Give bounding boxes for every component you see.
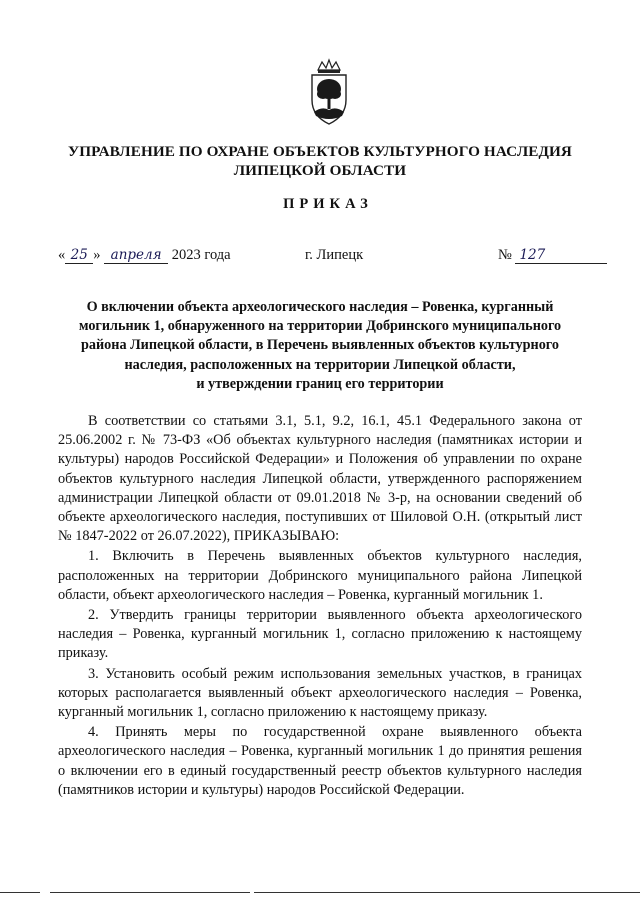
footer-divider — [0, 892, 640, 893]
document-meta — [0, 247, 640, 271]
subject-line-5: и утверждении границ его территории — [196, 375, 444, 392]
order-item: 2. Утвердить границы территории выявленного объекта археологического наследия – Ровенка, курганный могильник 1, согласно приложению к настоящему приказу. — [58, 607, 582, 662]
document-date — [58, 247, 231, 264]
document-city: г. Липецк — [305, 247, 364, 263]
organization-title-line-1: УПРАВЛЕНИЕ ПО ОХРАНЕ ОБЪЕКТОВ КУЛЬТУРНОГО НАСЛЕДИЯ — [67, 143, 572, 160]
order-item: 3. Установить особый режим использования земельных участков, в границах которых располагается выявленный объект археологического наследия – Ровенка, курганный могильник 1, согласно приложению к настоящему приказу. — [58, 665, 582, 721]
order-item: 4. Принять меры по государственной охране выявленного объекта археологического наследия – Ровенка, курганный могильник 1 до принятия решения о включении его в единый государственный реестр объектов культурного наследия (памятников истории и культуры) народов Российской Федерации. — [58, 724, 582, 798]
date-month: апреля — [104, 248, 168, 264]
subject-line-4: наследия, расположенных на территории Липецкой области, — [124, 356, 516, 373]
document-number — [498, 247, 607, 264]
order-item: 1. Включить в Перечень выявленных объектов культурного наследия, расположенных на территории Добринского муниципального района Липецкой области, объект археологического наследия – Ровенка, курганный могильник 1. — [58, 548, 582, 603]
coat-of-arms-icon — [298, 56, 360, 130]
order-subject — [58, 298, 582, 394]
subject-line-1: О включении объекта археологического наследия – Ровенка, курганный — [86, 299, 554, 315]
divider-gap — [40, 891, 50, 895]
quote-open: « — [58, 247, 66, 263]
order-body — [58, 412, 582, 801]
date-year: 2023 года — [171, 247, 231, 263]
subject-line-3: района Липецкой области, в Перечень выявленных объектов культурного — [81, 337, 559, 354]
preamble-paragraph: В соответствии со статьями 3.1, 5.1, 9.2, 16.1, 45.1 Федерального закона от 25.06.2002 г. № 73-ФЗ «Об объектах культурного наследия (памятниках истории и культуры) народов Российской Федерации» и Положения об управлении по охране объектов культурного наследия Липецкой области, утвержденного распоряжением администрации Липецкой области от 09.01.2018 № 3-р, на основании сведений об объекте археологического наследия, поступивших от Шиловой О.Н. (открытый лист № 1847-2022 от 26.07.2022), ПРИКАЗЫВАЮ: — [58, 413, 582, 545]
date-day: 25 — [65, 248, 93, 264]
document-type: ПРИКАЗ — [283, 196, 373, 212]
organization-title — [60, 142, 580, 180]
subject-line-2: могильник 1, обнаруженного на территории Добринского муниципального — [78, 318, 562, 335]
quote-close: » — [93, 247, 101, 263]
number-value: 127 — [515, 248, 607, 264]
organization-title-line-2: ЛИПЕЦКОЙ ОБЛАСТИ — [233, 162, 407, 179]
divider-gap — [250, 891, 254, 895]
number-sign: № — [498, 247, 512, 263]
